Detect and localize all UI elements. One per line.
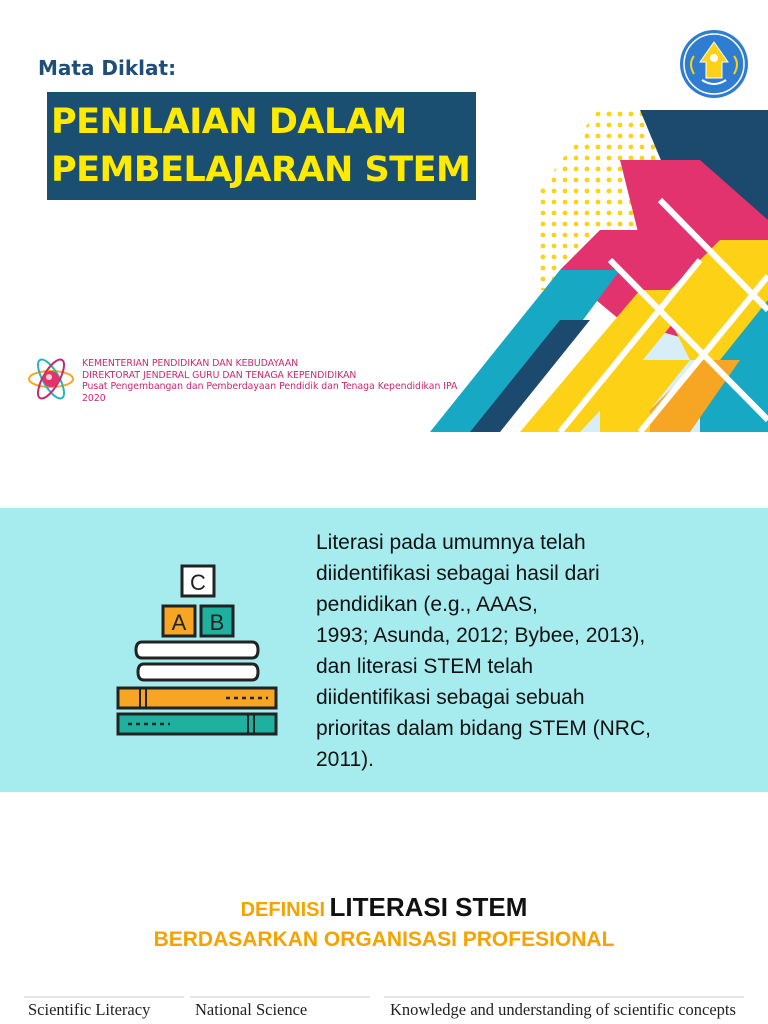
- title-slide: [0, 0, 768, 432]
- literacy-slide: [0, 508, 768, 792]
- org-line: Pusat Pengembangan dan Pemberdayaan Pendidik dan Tenaga Kependidikan IPA: [82, 381, 458, 392]
- paragraph-line: pendidikan (e.g., AAAS,: [316, 593, 538, 616]
- table-row: [0, 996, 768, 1024]
- title-banner: [47, 92, 476, 200]
- title-line-1: PENILAIAN DALAM: [51, 102, 407, 142]
- table-cell: Knowledge and understanding of scientific concepts: [390, 1000, 736, 1019]
- definition-heading: [0, 892, 768, 923]
- definition-heading-orange: DEFINISI: [240, 899, 326, 921]
- atom-logo-icon: [26, 354, 76, 404]
- paragraph-line: 1993; Asunda, 2012; Bybee, 2013),: [316, 624, 646, 647]
- definition-subheading: BERDASARKAN ORGANISASI PROFESIONAL: [153, 928, 615, 951]
- table-cell: Scientific Literacy: [28, 1000, 151, 1019]
- paragraph-line: Literasi pada umumnya telah: [316, 531, 586, 554]
- org-line: KEMENTERIAN PENDIDIKAN DAN KEBUDAYAAN: [82, 358, 299, 369]
- block-b-letter: B: [209, 610, 225, 635]
- paragraph-line: diidentifikasi sebagai sebuah: [316, 686, 585, 709]
- course-label: Mata Diklat:: [38, 56, 177, 80]
- books-and-blocks-icon: [112, 564, 282, 740]
- paragraph-line: prioritas dalam bidang STEM (NRC,: [316, 717, 651, 740]
- tut-wuri-handayani-emblem-icon: [678, 28, 750, 100]
- table-cell: National Science: [195, 1000, 308, 1019]
- title-line-2: PEMBELAJARAN STEM: [51, 150, 471, 190]
- block-c-letter: C: [190, 570, 206, 595]
- paragraph-line: 2011).: [316, 748, 374, 771]
- definition-heading-black: LITERASI STEM: [329, 892, 528, 922]
- org-line: DIREKTORAT JENDERAL GURU DAN TENAGA KEPENDIDIKAN: [82, 369, 357, 381]
- literacy-paragraph: [316, 527, 756, 775]
- org-line: 2020: [82, 392, 106, 404]
- paragraph-line: diidentifikasi sebagai hasil dari: [316, 562, 600, 585]
- block-a-letter: A: [171, 610, 187, 635]
- organization-text: [82, 358, 457, 404]
- paragraph-line: dan literasi STEM telah: [316, 655, 534, 678]
